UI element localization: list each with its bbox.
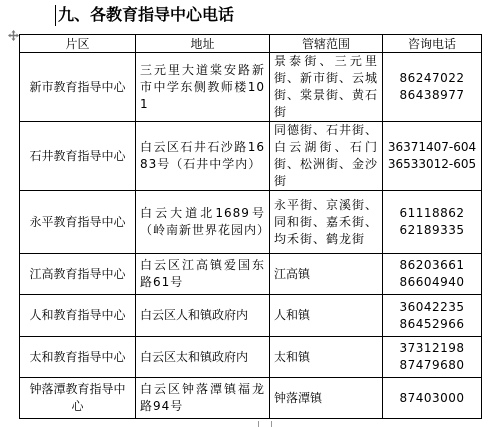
header-scope: 管辖范围 bbox=[270, 35, 383, 53]
cell-address: 白云区太和镇政府内 bbox=[136, 337, 270, 378]
table-row bbox=[20, 122, 482, 191]
cell-area: 新市教育指导中心 bbox=[20, 53, 136, 122]
table-row bbox=[20, 53, 482, 122]
header-phone: 咨询电话 bbox=[383, 35, 482, 53]
phone-number: 87479680 bbox=[399, 358, 465, 372]
cell-phone bbox=[383, 122, 482, 191]
table-row bbox=[20, 254, 482, 295]
cell-address: 白云区江高镇爱国东路61号 bbox=[136, 254, 270, 295]
move-arrows-icon[interactable] bbox=[8, 30, 19, 41]
table-row bbox=[20, 378, 482, 419]
header-address: 地址 bbox=[136, 35, 270, 53]
header-area: 片区 bbox=[20, 35, 136, 53]
cell-phone bbox=[383, 254, 482, 295]
cell-area: 永平教育指导中心 bbox=[20, 191, 136, 254]
cell-phone bbox=[383, 295, 482, 337]
table-row bbox=[20, 191, 482, 254]
cell-address: 白云区石井石沙路1683号（石井中学内） bbox=[136, 122, 270, 191]
phone-number: 62189335 bbox=[399, 223, 465, 237]
cell-phone bbox=[383, 337, 482, 378]
cell-scope: 永平街、京溪街、同和街、嘉禾街、均禾街、鹤龙街 bbox=[270, 191, 383, 254]
cell-phone bbox=[383, 53, 482, 122]
table-row bbox=[20, 337, 482, 378]
cell-address: 三元里大道棠安路新市中学东侧教师楼101 bbox=[136, 53, 270, 122]
cell-phone bbox=[383, 191, 482, 254]
cell-area: 太和教育指导中心 bbox=[20, 337, 136, 378]
page-margin-mark bbox=[258, 421, 272, 427]
cell-scope: 人和镇 bbox=[270, 295, 383, 337]
phone-number: 86247022 bbox=[399, 71, 465, 85]
phone-number: 36533012-605 bbox=[387, 157, 477, 171]
phone-number: 86203661 bbox=[399, 258, 465, 272]
cell-address: 白云区钟落潭镇福龙路94号 bbox=[136, 378, 270, 419]
phone-number: 36042235 bbox=[399, 299, 465, 314]
cell-scope: 同德街、石井街、白云湖街、石门街、松洲街、金沙街 bbox=[270, 122, 383, 191]
table-row bbox=[20, 295, 482, 337]
text-cursor bbox=[55, 5, 56, 26]
phone-number: 87403000 bbox=[399, 390, 465, 405]
cell-area: 钟落潭教育指导中心 bbox=[20, 378, 136, 419]
section-heading: 九、各教育指导中心电话 bbox=[58, 5, 235, 24]
table-header-row bbox=[20, 35, 482, 53]
cell-scope: 钟落潭镇 bbox=[270, 378, 383, 419]
cell-scope: 景泰街、三元里街、新市街、云城街、棠景街、黄石街 bbox=[270, 53, 383, 122]
cell-area: 石井教育指导中心 bbox=[20, 122, 136, 191]
cell-address: 白云区人和镇政府内 bbox=[136, 295, 270, 337]
phone-number: 86438977 bbox=[399, 88, 465, 102]
cell-area: 江高教育指导中心 bbox=[20, 254, 136, 295]
cell-scope: 江高镇 bbox=[270, 254, 383, 295]
cell-scope: 太和镇 bbox=[270, 337, 383, 378]
phone-number: 36371407-604 bbox=[387, 140, 477, 154]
cell-phone bbox=[383, 378, 482, 419]
cell-address: 白云大道北1689号（岭南新世界花园内） bbox=[136, 191, 270, 254]
phone-number: 86604940 bbox=[399, 275, 465, 289]
phone-number: 61118862 bbox=[399, 206, 465, 220]
cell-area: 人和教育指导中心 bbox=[20, 295, 136, 337]
contact-table bbox=[19, 34, 482, 419]
phone-number: 86452966 bbox=[399, 316, 465, 331]
phone-number: 37312198 bbox=[399, 341, 465, 355]
